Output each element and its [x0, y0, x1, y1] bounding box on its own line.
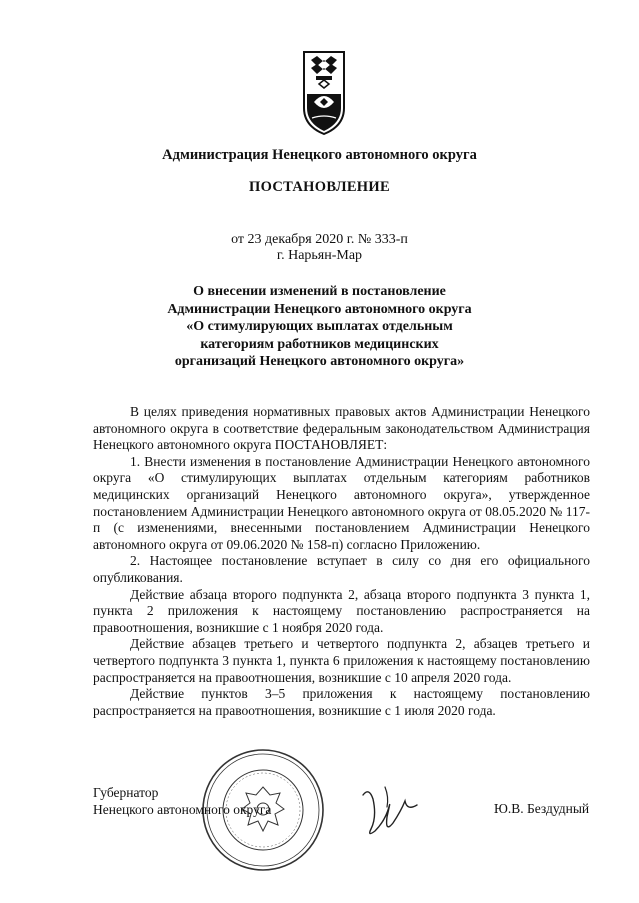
document-date-number: от 23 декабря 2020 г. № 333-п: [231, 232, 408, 247]
body-paragraph: В целях приведения нормативных правовых актов Администрации Ненецкого автономного округа в соответствие федеральным законодательством Администрация Ненецкого автономного округа ПОСТАНОВЛЯЕТ:: [93, 404, 590, 453]
document-subject: [0, 283, 639, 371]
body-paragraph: Действие абзаца второго подпункта 2, абзаца второго подпункта 3 пункта 1, пункта 2 приложения к настоящему постановлению распространяется на правоотношения, возникшие с 1 ноября 2020 года.: [93, 586, 590, 635]
organization-name: Администрация Ненецкого автономного округа: [162, 147, 477, 163]
signatory-title-line: Ненецкого автономного округа: [93, 801, 272, 817]
body-paragraph: 1. Внести изменения в постановление Администрации Ненецкого автономного округа «О стимулирующих выплатах отдельным категориям работников медицинских организаций Ненецкого автономного округа», утвержденное постановлением Администрации Ненецкого автономного округа от 08.05.2020 № 117-п (с изменениями, внесенными постановлением Администрации Ненецкого автономного округа от 09.06.2020 № 158-п) согласно Приложению.: [93, 453, 590, 552]
subject-line: категориям работников медицинских: [200, 336, 439, 352]
body-paragraph: 2. Настоящее постановление вступает в силу со дня его официального опубликования.: [93, 553, 590, 585]
body-paragraph: Действие пунктов 3–5 приложения к настоящему постановлению распространяется на правоотношения, возникшие с 1 июля 2020 года.: [93, 686, 590, 718]
subject-line: Администрации Ненецкого автономного округа: [167, 301, 472, 317]
subject-line: О внесении изменений в постановление: [193, 284, 446, 299]
document-body: [93, 404, 590, 719]
signatory-name: Ю.В. Бездудный: [494, 801, 590, 816]
document-place: г. Нарьян-Мар: [276, 248, 363, 263]
signatory-title-line: Губернатор: [93, 785, 159, 800]
signatory-title: [93, 785, 271, 818]
nao-coat-of-arms-icon: [302, 50, 346, 136]
body-paragraph: Действие абзацев третьего и четвертого подпункта 2, абзацев третьего и четвертого подпункта 3 пункта 1, пункта 6 приложения к настоящему постановлению распространяется на правоотношения, возникшие с 10 апреля 2020 года.: [93, 636, 590, 685]
subject-line: организаций Ненецкого автономного округа»: [174, 354, 465, 369]
handwritten-signature-icon: [355, 777, 425, 847]
document-type: ПОСТАНОВЛЕНИЕ: [249, 179, 390, 195]
subject-line: «О стимулирующих выплатах отдельным: [186, 319, 453, 334]
